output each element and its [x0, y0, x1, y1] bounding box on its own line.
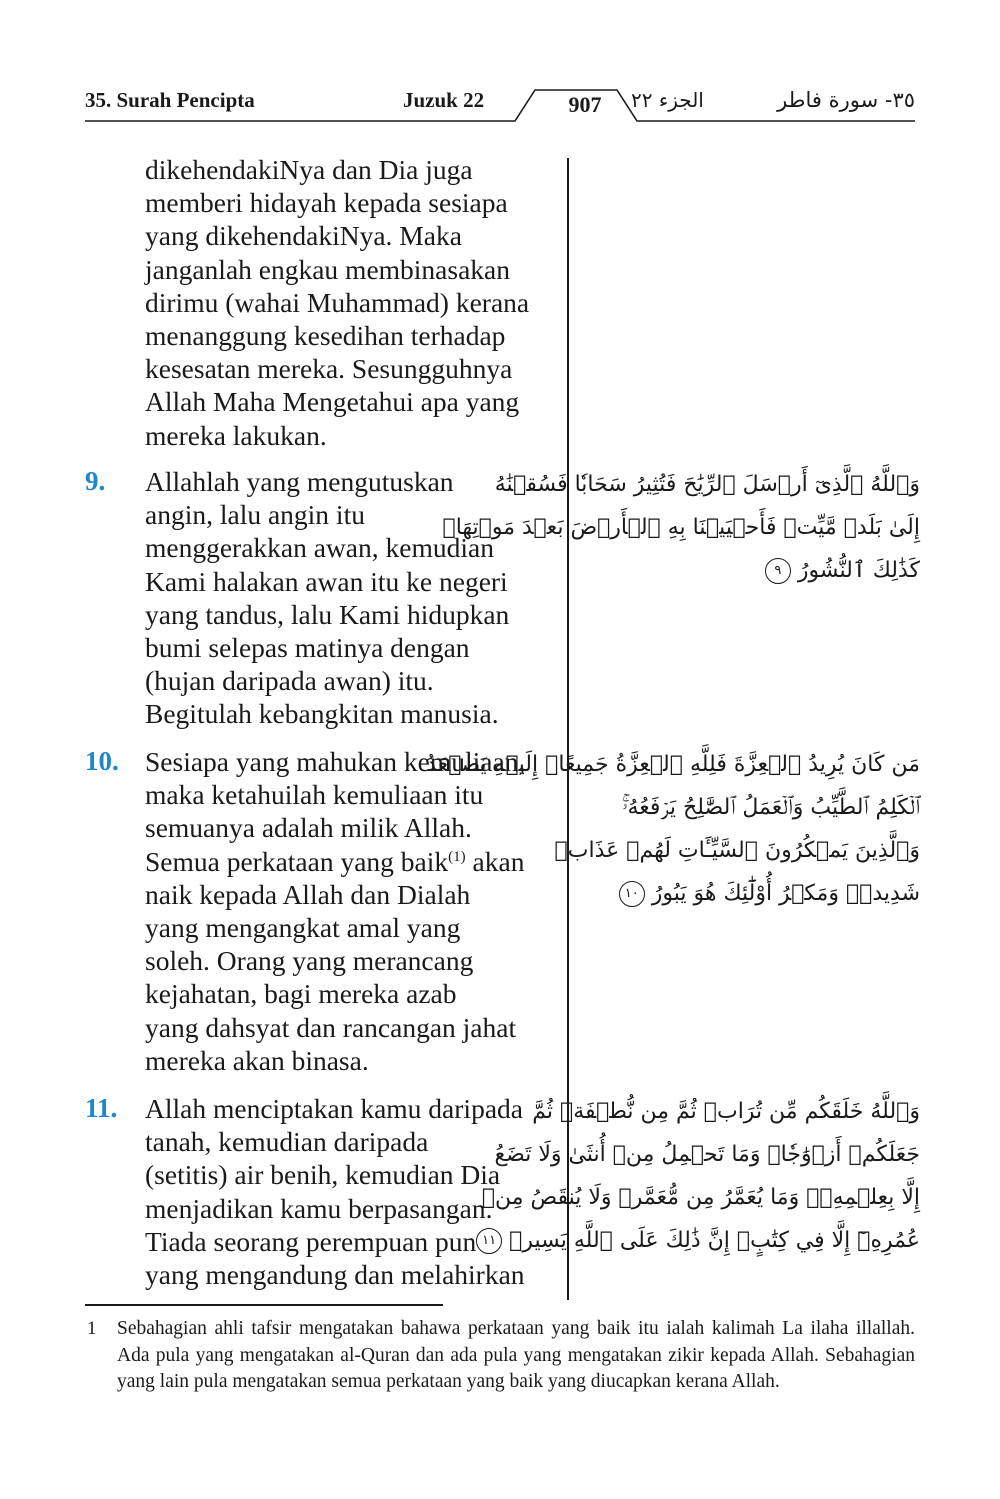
text-line: Begitulah kebangkitan manusia. [145, 698, 499, 730]
text-line: Kami halakan awan itu ke negeri [145, 565, 508, 597]
text-line: yang tandus, lalu Kami hidupkan [145, 598, 510, 630]
text-line: Allahlah yang mengutuskan [145, 466, 454, 497]
arabic-line-last [482, 1219, 920, 1262]
arabic-line: وَٱللَّهُ خَلَقَكُم مِّن تُرَابٖ ثُمَّ مِن نُّطۡفَةٖ ثُمَّ [532, 1099, 920, 1124]
juz-label-arabic: الجزء ٢٢ [631, 88, 704, 112]
footnote-text: Sebahagian ahli tafsir mengatakan bahawa perkataan yang baik itu ialah kalimah La ilaha illallah. Ada pula yang mengatakan al-Quran dan ada pula yang mengatakan zikir kepada Allah. Sebahagian yang lain pula mengatakan semua perkataan yang baik yang diucapkan kerana Allah. [117, 1318, 915, 1392]
continuation-text [145, 153, 565, 452]
verse-number: 11. [85, 1093, 118, 1123]
text-line: Tiada seorang perempuan pun [145, 1225, 477, 1257]
arabic-line: عُمُرِهِۦٓ إِلَّا فِي كِتَٰبٍۚ إِنَّ ذَٰلِكَ عَلَى ٱللَّهِ يَسِيرٞ [509, 1228, 920, 1253]
text-line-with-footnote [145, 845, 565, 878]
text-line: angin, lalu angin itu [145, 499, 365, 531]
text-line: naik kepada Allah dan Dialah [145, 878, 471, 910]
text-line: (hujan daripada awan) itu. [145, 665, 434, 697]
aya-end-marker: ٩ [765, 558, 791, 584]
text-line: Allah menciptakan kamu daripada [145, 1093, 523, 1124]
arabic-line-last [590, 872, 920, 915]
arabic-line-last [590, 549, 920, 592]
surah-title-latin: 35. Surah Pencipta [85, 88, 255, 112]
verse-number: 10. [85, 746, 119, 776]
text-segment: Semua perkataan yang baik [145, 845, 449, 877]
text-line: yang mengangkat amal yang [145, 912, 461, 944]
text-line: menanggung kesedihan terhadap [145, 320, 506, 352]
text-line: semuanya adalah milik Allah. [145, 812, 472, 844]
text-line: menjadikan kamu berpasangan. [145, 1192, 493, 1224]
arabic-verse [481, 1090, 920, 1262]
arabic-line: شَدِيدٞۖ وَمَكۡرُ أُوْلَٰٓئِكَ هُوَ يَبُورُ [651, 881, 920, 906]
verse-translation [145, 745, 565, 1077]
text-line: kesesatan mereka. Sesungguhnya [145, 353, 513, 385]
juzuk-label: Juzuk 22 [403, 88, 485, 112]
text-line: dirimu (wahai Muhammad) kerana [145, 286, 530, 318]
footnote-rule [85, 1304, 443, 1306]
text-line: mereka akan binasa. [145, 1044, 369, 1076]
aya-end-marker: ١١ [476, 1228, 502, 1254]
text-line: Allah Maha Mengetahui apa yang [145, 386, 520, 418]
text-line: memberi hidayah kepada sesiapa [145, 187, 508, 219]
text-line: bumi selepas matinya dengan [145, 632, 470, 664]
page-number: 907 [568, 92, 602, 117]
surah-title-arabic: ٣٥- سورة فاطر [777, 88, 915, 112]
text-line: yang dahsyat dan rancangan jahat [145, 1011, 517, 1043]
arabic-line: إِلَىٰ بَلَدٖ مَّيِّتٖ فَأَحۡيَيۡنَا بِهِ ٱلۡأَرۡضَ بَعۡدَ مَوۡتِهَاۚ [442, 515, 920, 540]
arabic-line: إِلَّا بِعِلۡمِهِۦۚ وَمَا يُعَمَّرُ مِن مُّعَمَّرٖ وَلَا يُنقَصُ مِنۡ [481, 1185, 920, 1210]
arabic-line: وَٱلَّذِينَ يَمۡكُرُونَ ٱلسَّيِّـَٔاتِ لَهُمۡ عَذَابٞ [554, 838, 920, 863]
arabic-line: وَٱللَّهُ ٱلَّذِىٓ أَرۡسَلَ ٱلرِّيَٰحَ فَتُثِيرُ سَحَابٗا فَسُقۡنَٰهُ [494, 472, 920, 497]
arabic-verse [442, 463, 920, 592]
footnote-number: 1 [87, 1318, 97, 1339]
text-line: soleh. Orang yang merancang [145, 945, 474, 977]
text-line: tanah, kemudian daripada [145, 1126, 429, 1158]
text-line: yang dikehendakiNya. Maka [145, 220, 462, 252]
text-segment: akan [465, 845, 525, 877]
arabic-line: كَذَٰلِكَ ٱلنُّشُورُ [797, 558, 920, 583]
text-line: yang mengandung dan melahirkan [145, 1259, 525, 1291]
text-line: maka ketahuilah kemuliaan itu [145, 779, 484, 811]
verse-number: 9. [85, 466, 106, 496]
arabic-line: ٱلۡكَلِمُ ٱلطَّيِّبُ وَٱلۡعَمَلُ ٱلصَّٰلِحُ يَرۡفَعُهُۥۚ [621, 795, 920, 820]
text-line: menggerakkan awan, kemudian [145, 532, 494, 564]
aya-end-marker: ١٠ [619, 881, 645, 907]
arabic-line: مَن كَانَ يُرِيدُ ٱلۡعِزَّةَ فَلِلَّهِ ٱلۡعِزَّةُ جَمِيعًاۚ إِلَيۡهِ يَصۡعَدُ [426, 752, 920, 777]
text-line: Sesiapa yang mahukan kemuliaan, [145, 746, 526, 777]
text-line: mereka lakukan. [145, 419, 327, 451]
text-line: (setitis) air benih, kemudian Dia [145, 1159, 501, 1191]
text-line: kejahatan, bagi mereka azab [145, 978, 457, 1010]
text-line: janganlah engkau membinasakan [145, 253, 511, 285]
page-header [85, 82, 915, 122]
footnote-reference[interactable]: (1) [448, 848, 466, 865]
arabic-line: جَعَلَكُمۡ أَزۡوَٰجٗاۚ وَمَا تَحۡمِلُ مِنۡ أُنثَىٰ وَلَا تَضَعُ [494, 1142, 920, 1167]
text-line: dikehendakiNya dan Dia juga [145, 154, 473, 185]
